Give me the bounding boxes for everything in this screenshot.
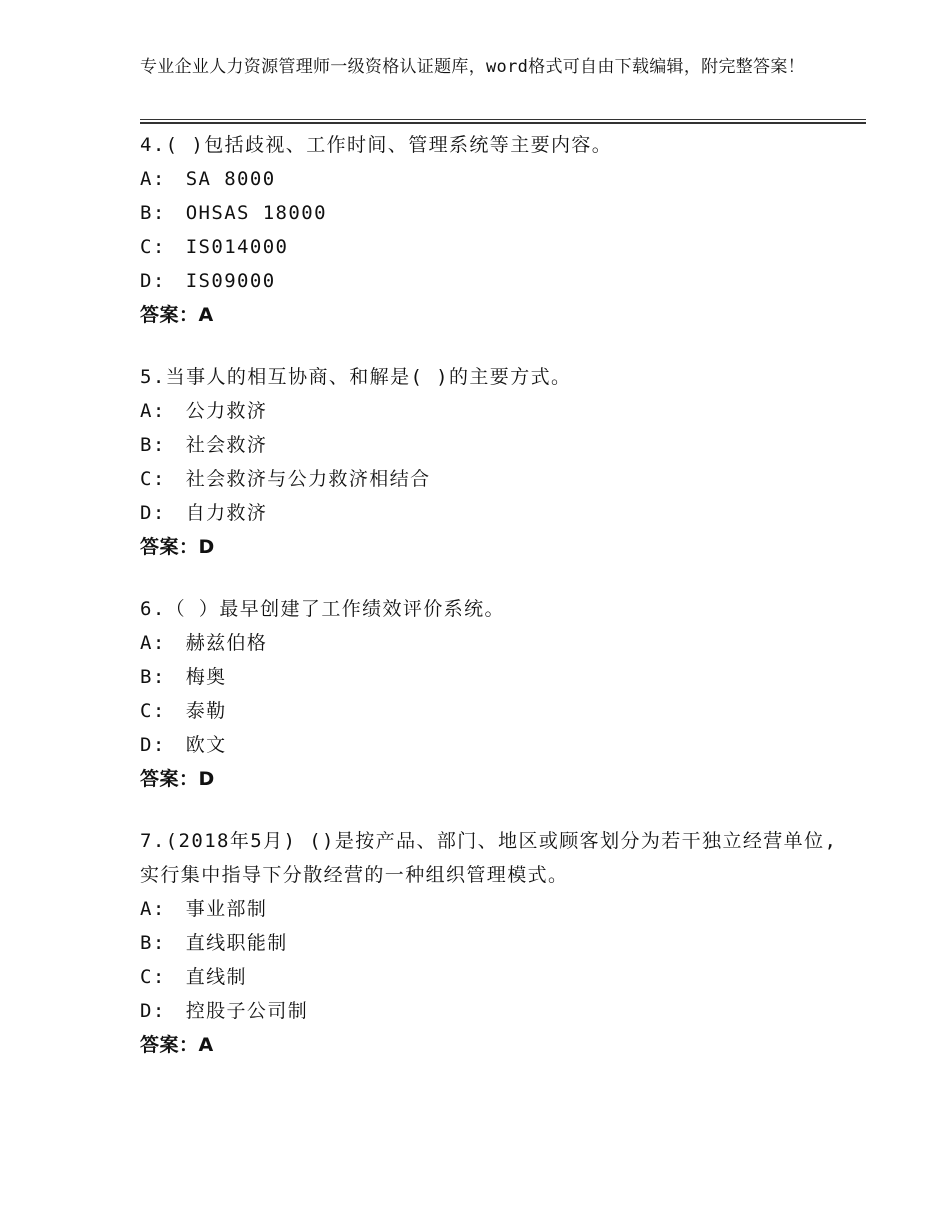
question-stem: 6.（ ）最早创建了工作绩效评价系统。 (140, 598, 505, 620)
option-letter: B: (140, 434, 166, 456)
question-item (140, 360, 840, 564)
option-text: 赫兹伯格 (185, 632, 268, 654)
option-d (140, 728, 840, 762)
option-c (140, 230, 840, 264)
question-item (140, 824, 840, 1062)
option-letter: D: (140, 1000, 166, 1022)
option-text: 控股子公司制 (185, 1000, 309, 1022)
option-d (140, 496, 840, 530)
option-a (140, 162, 840, 196)
question-item (140, 592, 840, 796)
question-stem: 7.(2018年5月) ()是按产品、部门、地区或顾客划分为若干独立经营单位,实行集中指导下分散经营的一种组织管理模式。 (140, 830, 838, 886)
header-divider-thin (140, 119, 866, 120)
option-text: 泰勒 (185, 700, 227, 722)
answer-label: 答案：D (140, 768, 215, 790)
option-text: 事业部制 (185, 898, 268, 920)
option-c (140, 462, 840, 496)
question-stem: 4.( )包括歧视、工作时间、管理系统等主要内容。 (140, 134, 613, 156)
option-letter: D: (140, 270, 166, 292)
option-text: 直线制 (185, 966, 247, 988)
option-letter: A: (140, 898, 166, 920)
option-letter: C: (140, 700, 166, 722)
option-b (140, 660, 840, 694)
option-b (140, 196, 840, 230)
option-text: 社会救济 (185, 434, 268, 456)
option-letter: C: (140, 966, 166, 988)
header-divider-thick (140, 122, 866, 124)
option-d (140, 264, 840, 298)
option-letter: B: (140, 666, 166, 688)
option-letter: C: (140, 468, 166, 490)
option-letter: B: (140, 932, 166, 954)
option-text: 社会救济与公力救济相结合 (185, 468, 431, 490)
answer-label: 答案：D (140, 536, 215, 558)
option-c (140, 960, 840, 994)
option-text: 公力救济 (185, 400, 268, 422)
option-text: 自力救济 (185, 502, 268, 524)
question-list (140, 128, 840, 1090)
option-letter: A: (140, 168, 166, 190)
option-letter: D: (140, 502, 166, 524)
option-d (140, 994, 840, 1028)
option-text: IS09000 (185, 270, 276, 292)
question-item (140, 128, 840, 332)
question-stem: 5.当事人的相互协商、和解是( )的主要方式。 (140, 366, 572, 388)
option-a (140, 394, 840, 428)
option-text: OHSAS 18000 (185, 202, 327, 224)
option-letter: D: (140, 734, 166, 756)
option-b (140, 926, 840, 960)
option-letter: A: (140, 400, 166, 422)
option-a (140, 892, 840, 926)
option-text: SA 8000 (185, 168, 276, 190)
option-text: 欧文 (185, 734, 227, 756)
answer-label: 答案：A (140, 1034, 214, 1056)
option-text: IS014000 (185, 236, 289, 258)
option-a (140, 626, 840, 660)
option-letter: A: (140, 632, 166, 654)
option-letter: B: (140, 202, 166, 224)
option-letter: C: (140, 236, 166, 258)
option-b (140, 428, 840, 462)
option-text: 直线职能制 (185, 932, 288, 954)
answer-label: 答案：A (140, 304, 214, 326)
option-text: 梅奥 (185, 666, 227, 688)
document-header: 专业企业人力资源管理师一级资格认证题库，word格式可自由下载编辑，附完整答案！ (140, 57, 805, 77)
option-c (140, 694, 840, 728)
